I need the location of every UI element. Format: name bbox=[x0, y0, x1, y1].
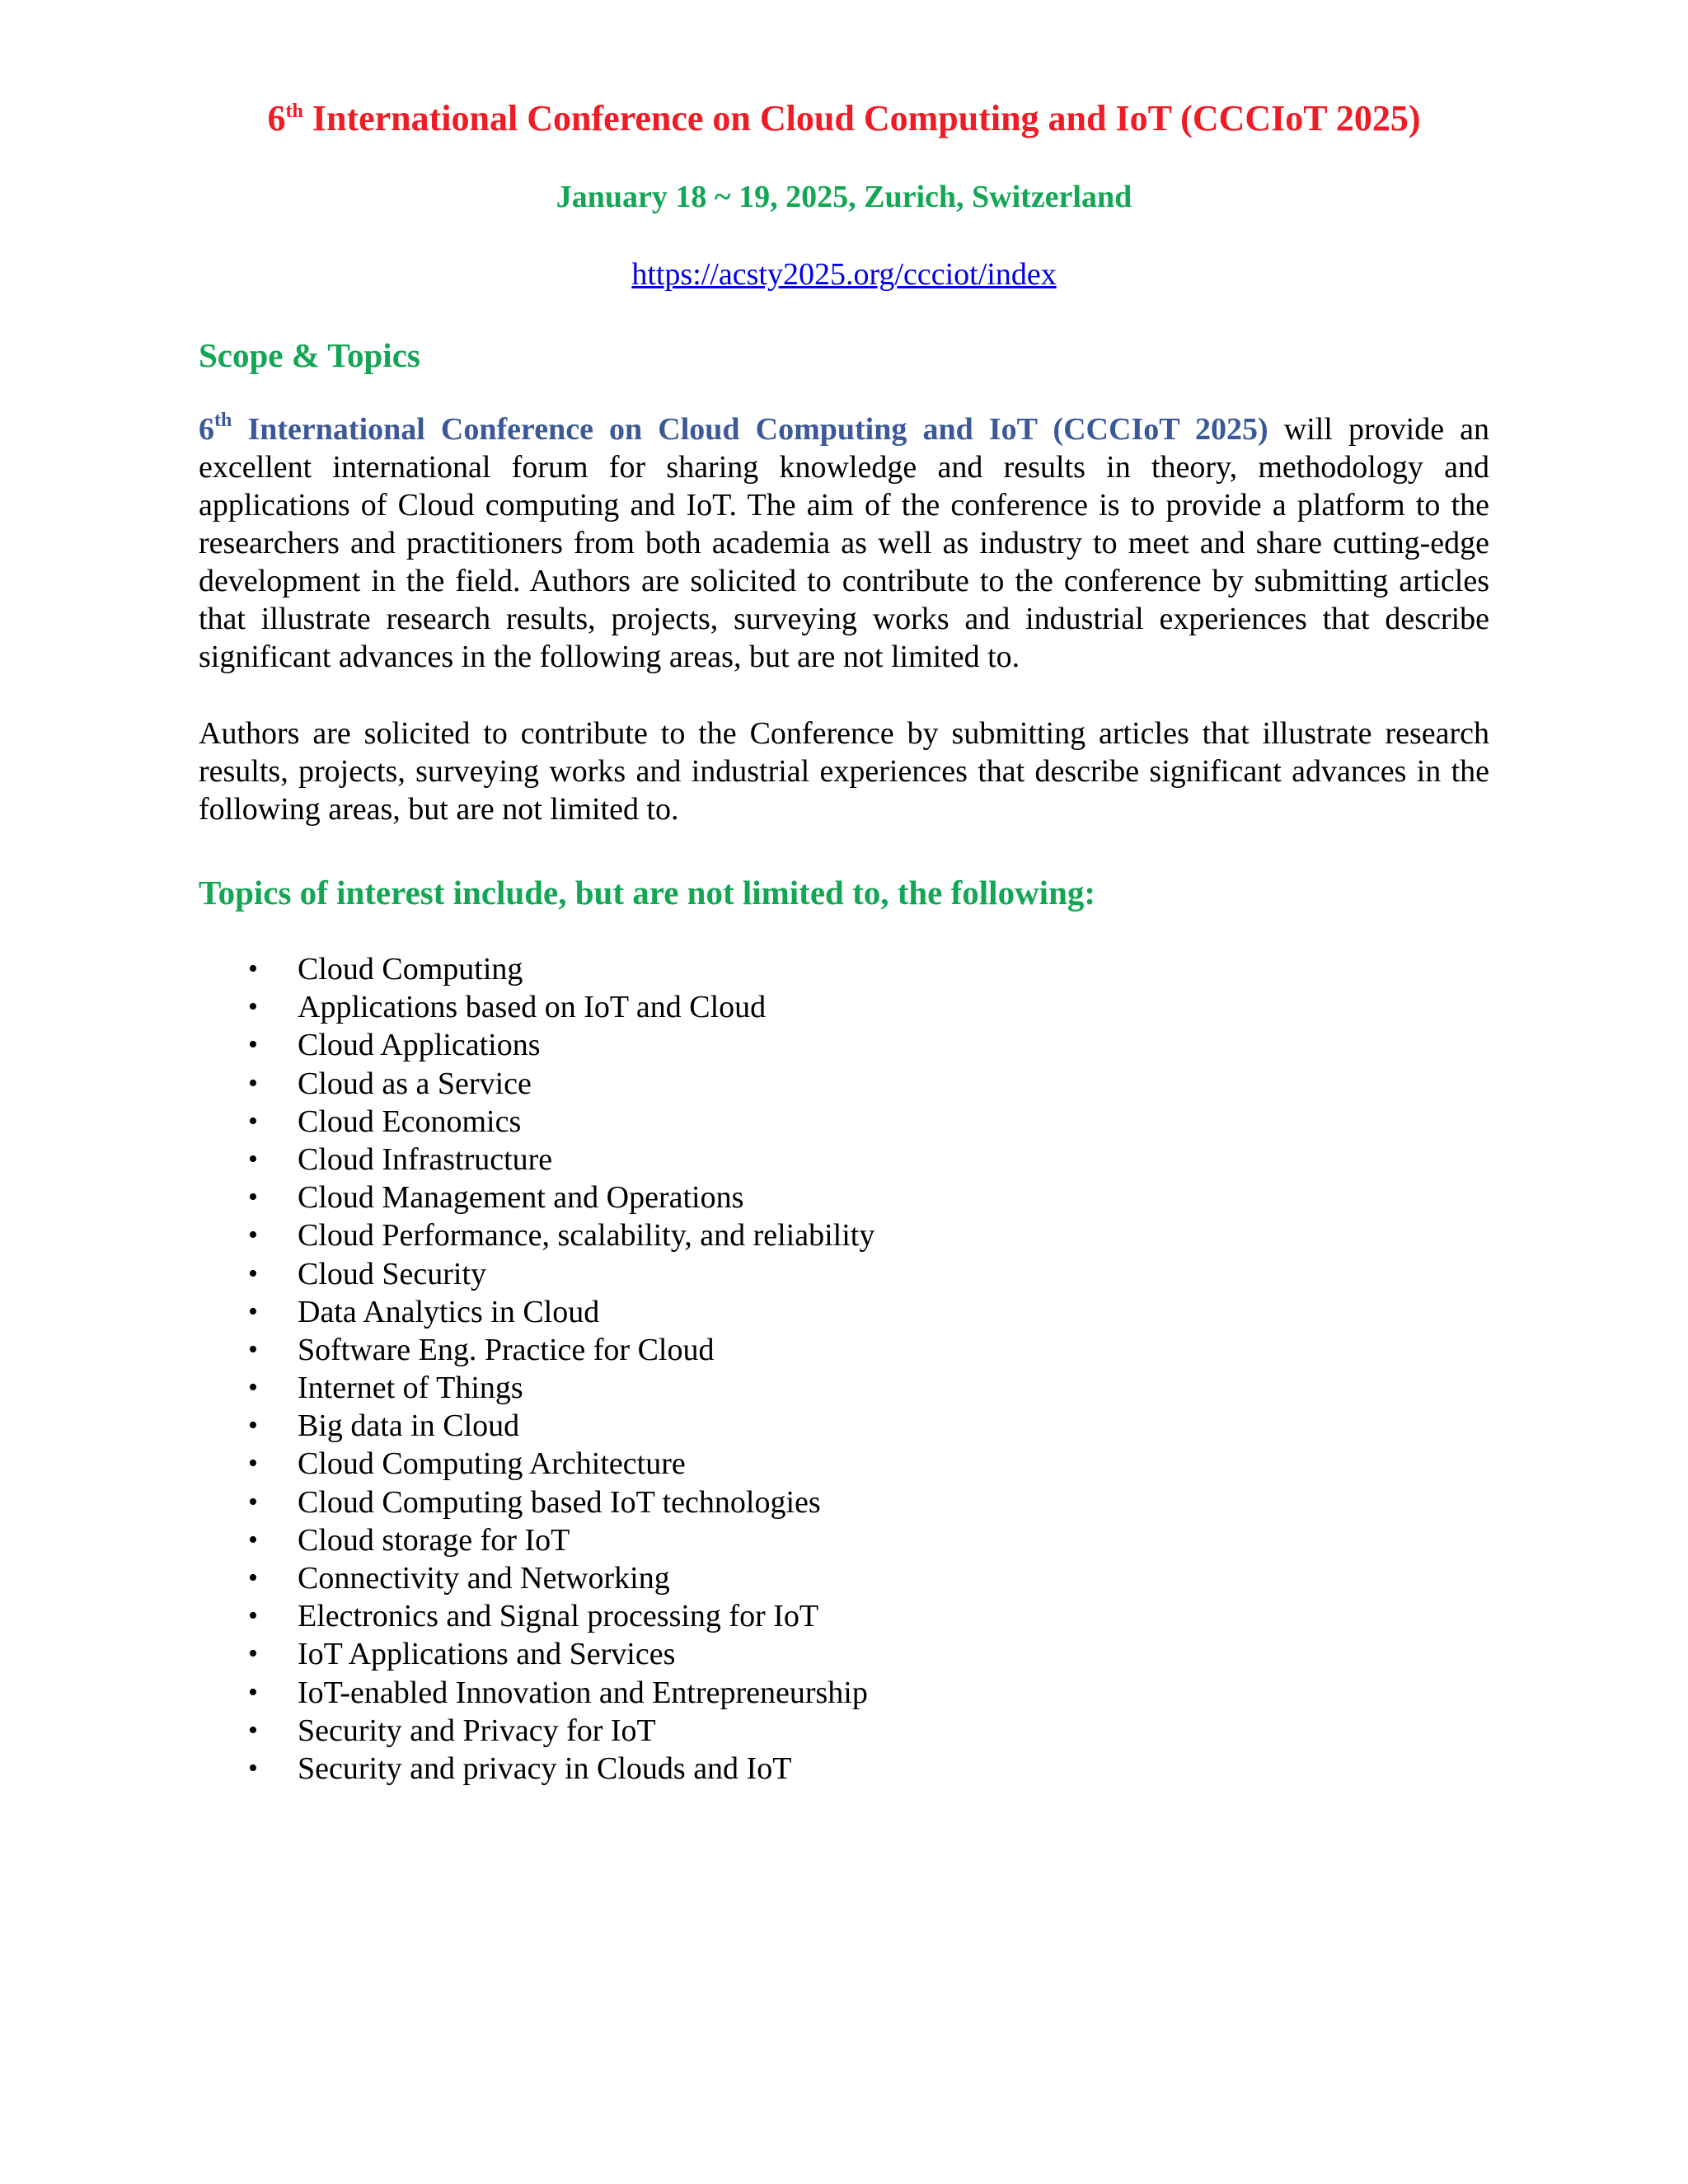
topic-label: Internet of Things bbox=[298, 1371, 523, 1406]
bullet-icon: • bbox=[248, 1105, 258, 1137]
topic-label: Security and Privacy for IoT bbox=[298, 1713, 656, 1748]
conference-title bbox=[199, 96, 1489, 142]
topic-label: Electronics and Signal processing for IoT bbox=[298, 1599, 819, 1634]
bullet-icon: • bbox=[248, 1182, 258, 1213]
bullet-icon: • bbox=[248, 1676, 258, 1708]
title-ordinal: 6 bbox=[267, 98, 286, 138]
topics-heading: Topics of interest include, but are not limited to, the following: bbox=[199, 874, 1096, 912]
topic-label: Applications based on IoT and Cloud bbox=[298, 990, 767, 1025]
bullet-icon: • bbox=[248, 1258, 258, 1289]
bullet-icon: • bbox=[248, 1524, 258, 1555]
bullet-icon: • bbox=[248, 1143, 258, 1174]
bullet-icon: • bbox=[248, 1296, 258, 1327]
topic-label: Cloud Security bbox=[298, 1256, 487, 1291]
bullet-icon: • bbox=[248, 1486, 258, 1517]
topic-label: Cloud Applications bbox=[298, 1028, 541, 1063]
bullet-icon: • bbox=[248, 1563, 258, 1593]
bullet-icon: • bbox=[248, 1333, 258, 1365]
bullet-icon: • bbox=[248, 1410, 258, 1441]
title-ordinal-suffix: th bbox=[285, 101, 303, 122]
topic-label: Cloud Management and Operations bbox=[298, 1180, 744, 1216]
intro-conference-name bbox=[199, 412, 1268, 447]
topic-label: Software Eng. Practice for Cloud bbox=[298, 1332, 715, 1367]
topic-label: Data Analytics in Cloud bbox=[298, 1294, 600, 1329]
scope-paragraph-2: Authors are solicited to contribute to the Conference by submitting articles that illustrate research results, projects, surveying works and industrial experiences that describe significant advances in the following areas, but are not limited to. bbox=[199, 716, 1489, 827]
topic-label: Cloud Computing based IoT technologies bbox=[298, 1484, 821, 1520]
topic-label: Connectivity and Networking bbox=[298, 1561, 670, 1596]
conference-url-line bbox=[199, 254, 1489, 295]
topic-label: Cloud Performance, scalability, and reliability bbox=[298, 1218, 875, 1254]
conference-url-link[interactable]: https://acsty2025.org/ccciot/index bbox=[631, 257, 1057, 292]
bullet-icon: • bbox=[248, 1601, 258, 1632]
topic-label: Cloud Computing Architecture bbox=[298, 1446, 686, 1482]
topic-label: Security and privacy in Clouds and IoT bbox=[298, 1750, 792, 1786]
scope-paragraph-1 bbox=[199, 410, 1489, 676]
bullet-icon: • bbox=[248, 1752, 258, 1783]
topic-label: Cloud storage for IoT bbox=[298, 1522, 570, 1558]
bullet-icon: • bbox=[248, 954, 258, 984]
intro-name-text: International Conference on Cloud Computing and IoT (CCCIoT 2025) bbox=[247, 412, 1268, 447]
bullet-icon: • bbox=[248, 1220, 258, 1251]
bullet-icon: • bbox=[248, 1714, 258, 1746]
conference-date-location: January 18 ~ 19, 2025, Zurich, Switzerland bbox=[556, 180, 1132, 214]
title-text: International Conference on Cloud Computing and IoT (CCCIoT 2025) bbox=[312, 98, 1421, 138]
intro-ordinal: 6 bbox=[199, 412, 214, 447]
topic-label: IoT-enabled Innovation and Entrepreneurship bbox=[298, 1675, 868, 1710]
topic-label: Cloud Infrastructure bbox=[298, 1141, 553, 1177]
topic-label: Big data in Cloud bbox=[298, 1408, 520, 1444]
topic-label: Cloud Computing bbox=[298, 952, 523, 987]
bullet-icon: • bbox=[248, 1448, 258, 1479]
bullet-icon: • bbox=[248, 1372, 258, 1404]
topic-label: Cloud Economics bbox=[298, 1104, 522, 1139]
bullet-icon: • bbox=[248, 1029, 258, 1061]
topic-label: Cloud as a Service bbox=[298, 1066, 532, 1101]
bullet-icon: • bbox=[248, 1067, 258, 1099]
intro-ordinal-suffix: th bbox=[214, 410, 232, 431]
scope-heading: Scope & Topics bbox=[199, 336, 420, 374]
bullet-icon: • bbox=[248, 1638, 258, 1670]
paragraph-1-text: will provide an excellent international forum for sharing knowledge and results in theory, methodology and applications of Cloud computing and IoT. The aim of the conference is to provide a platform to the researchers and practitioners from both academia as well as industry to meet and share cutting-edge development in the field. Authors are solicited to contribute to the conference by submitting articles that illustrate research results, projects, surveying works and industrial experiences that describe significant advances in the following areas, but are not limited to. bbox=[199, 412, 1490, 674]
topic-label: IoT Applications and Services bbox=[298, 1637, 676, 1672]
bullet-icon: • bbox=[248, 991, 258, 1023]
